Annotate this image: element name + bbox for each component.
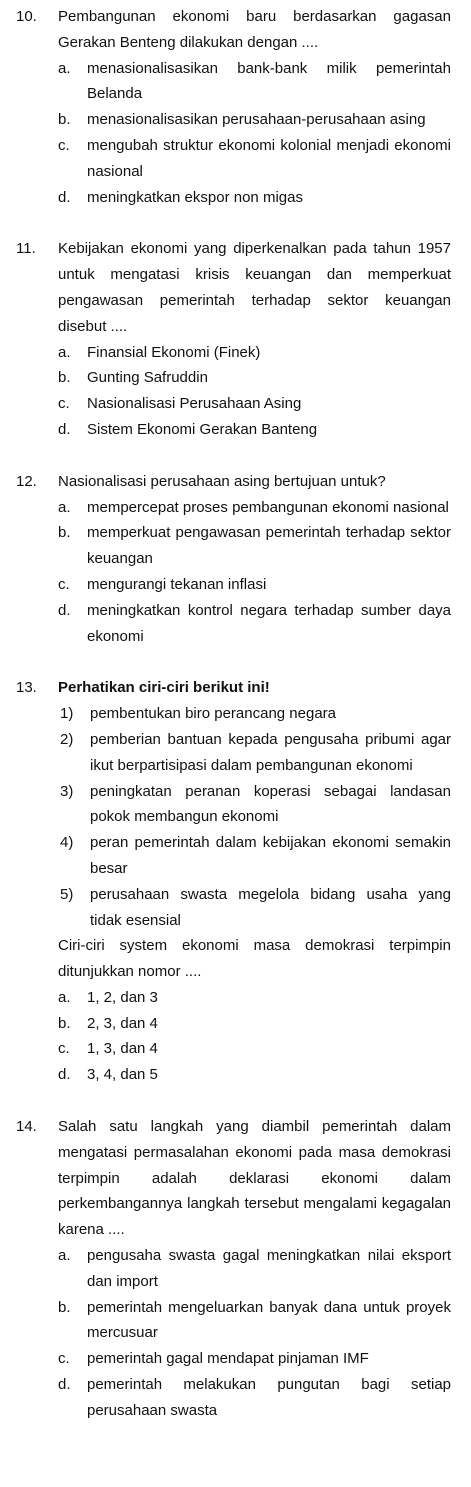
question-text: Perhatikan ciri-ciri berikut ini! <box>58 679 270 697</box>
statement-number: 1) <box>60 705 74 723</box>
answer-options <box>16 495 451 650</box>
option-c[interactable] <box>16 133 451 185</box>
option-b[interactable] <box>16 520 451 572</box>
statement-5 <box>16 882 451 934</box>
option-letter: c. <box>58 1040 70 1058</box>
spacer <box>16 649 451 675</box>
option-letter: a. <box>58 343 71 361</box>
option-c[interactable] <box>16 1036 451 1062</box>
option-text: pemerintah gagal mendapat pinjaman IMF <box>87 1350 369 1368</box>
question-12 <box>16 469 451 650</box>
question-14 <box>16 1114 451 1424</box>
option-b[interactable] <box>16 1011 451 1037</box>
option-text: 1, 3, dan 4 <box>87 1040 158 1058</box>
option-a[interactable] <box>16 495 451 521</box>
option-letter: d. <box>58 1066 71 1084</box>
answer-options <box>16 985 451 1088</box>
option-text: Finansial Ekonomi (Finek) <box>87 343 261 361</box>
statement-text: pemberian bantuan kepada pengusaha pribumi agar ikut berpartisipasi dalam pembangunan ekonomi <box>90 730 451 774</box>
option-b[interactable] <box>16 1295 451 1347</box>
question-stem <box>16 1114 451 1243</box>
option-letter: b. <box>58 111 71 129</box>
option-text: 2, 3, dan 4 <box>87 1014 158 1032</box>
option-letter: a. <box>58 59 71 77</box>
option-text: Sistem Ekonomi Gerakan Banteng <box>87 420 318 438</box>
answer-options <box>16 340 451 443</box>
option-d[interactable] <box>16 1062 451 1088</box>
answer-options <box>16 56 451 211</box>
option-a[interactable] <box>16 985 451 1011</box>
option-a[interactable] <box>16 56 451 108</box>
question-10 <box>16 4 451 210</box>
statement-3 <box>16 779 451 831</box>
question-stem <box>16 675 451 701</box>
spacer <box>16 1088 451 1114</box>
option-text: menasionalisasikan bank-bank milik pemerintah Belanda <box>87 59 451 103</box>
option-text: Nasionalisasi Perusahaan Asing <box>87 395 302 413</box>
question-number: 12. <box>16 472 37 490</box>
question-stem <box>16 469 451 495</box>
option-letter: c. <box>58 136 70 154</box>
option-text: meningkatkan ekspor non migas <box>87 188 303 206</box>
statement-2 <box>16 727 451 779</box>
option-b[interactable] <box>16 365 451 391</box>
question-prompt: Ciri-ciri system ekonomi masa demokrasi terpimpin ditunjukkan nomor .... <box>58 937 451 981</box>
option-c[interactable] <box>16 1346 451 1372</box>
option-text: 1, 2, dan 3 <box>87 988 158 1006</box>
question-11 <box>16 236 451 442</box>
statement-number: 3) <box>60 782 74 800</box>
option-a[interactable] <box>16 340 451 366</box>
question-text: Kebijakan ekonomi yang diperkenalkan pada tahun 1957 untuk mengatasi krisis keuangan dan memperkuat pengawasan pemerintah terhadap sektor keuangan disebut .... <box>58 240 451 335</box>
option-letter: b. <box>58 1014 71 1032</box>
option-letter: a. <box>58 988 71 1006</box>
option-text: 3, 4, dan 5 <box>87 1066 158 1084</box>
option-d[interactable] <box>16 417 451 443</box>
statement-text: peran pemerintah dalam kebijakan ekonomi semakin besar <box>90 834 451 877</box>
statement-4 <box>16 830 451 882</box>
question-number: 14. <box>16 1118 37 1136</box>
option-letter: c. <box>58 395 70 413</box>
option-letter: a. <box>58 498 71 516</box>
option-d[interactable] <box>16 1372 451 1424</box>
option-letter: d. <box>58 188 71 206</box>
option-letter: b. <box>58 369 71 387</box>
question-number: 10. <box>16 8 37 25</box>
statement-1 <box>16 701 451 727</box>
question-stem <box>16 236 451 339</box>
statement-number: 5) <box>60 885 74 903</box>
spacer <box>16 443 451 469</box>
question-number: 11. <box>16 240 36 258</box>
statement-text: peningkatan peranan koperasi sebagai landasan pokok membangun ekonomi <box>90 782 451 826</box>
option-c[interactable] <box>16 391 451 417</box>
question-stem <box>16 4 451 56</box>
option-letter: b. <box>58 1298 71 1316</box>
option-text: mengurangi tekanan inflasi <box>87 575 267 593</box>
statement-number: 2) <box>60 730 74 748</box>
question-text: Nasionalisasi perusahaan asing bertujuan untuk? <box>58 472 386 490</box>
option-letter: c. <box>58 575 70 593</box>
option-letter: d. <box>58 420 71 438</box>
answer-options <box>16 1243 451 1424</box>
option-letter: c. <box>58 1350 70 1368</box>
option-d[interactable] <box>16 598 451 650</box>
option-text: memperkuat pengawasan pemerintah terhadap sektor keuangan <box>87 524 451 568</box>
statement-text: pembentukan biro perancang negara <box>90 705 337 723</box>
option-text: pemerintah mengeluarkan banyak dana untuk proyek mercusuar <box>87 1298 451 1342</box>
question-number: 13. <box>16 679 37 697</box>
option-d[interactable] <box>16 185 451 211</box>
option-letter: b. <box>58 524 71 542</box>
option-text: mengubah struktur ekonomi kolonial menjadi ekonomi nasional <box>87 136 451 180</box>
option-text: pemerintah melakukan pungutan bagi setiap perusahaan swasta <box>87 1376 451 1419</box>
spacer <box>16 210 451 236</box>
option-text: mempercepat proses pembangunan ekonomi nasional <box>87 498 449 516</box>
statement-text: perusahaan swasta megelola bidang usaha yang tidak esensial <box>90 885 451 929</box>
option-text: meningkatkan kontrol negara terhadap sumber daya ekonomi <box>87 601 451 645</box>
option-text: Gunting Safruddin <box>87 369 208 387</box>
option-text: menasionalisasikan perusahaan-perusahaan asing <box>87 111 426 129</box>
option-c[interactable] <box>16 572 451 598</box>
option-letter: a. <box>58 1247 71 1265</box>
question-13 <box>16 675 451 1088</box>
option-a[interactable] <box>16 1243 451 1295</box>
option-letter: d. <box>58 601 71 619</box>
question-text: Salah satu langkah yang diambil pemerintah dalam mengatasi permasalahan ekonomi pada masa demokrasi terpimpin adalah deklarasi ekonomi dalam perkembangannya langkah tersebut mengalami kegagalan karena .... <box>58 1118 451 1239</box>
statement-number: 4) <box>60 834 74 852</box>
question-text: Pembangunan ekonomi baru berdasarkan gagasan Gerakan Benteng dilakukan dengan .... <box>58 8 451 51</box>
option-b[interactable] <box>16 107 451 133</box>
statement-list <box>16 701 451 933</box>
option-text: pengusaha swasta gagal meningkatkan nilai eksport dan import <box>87 1247 451 1290</box>
option-letter: d. <box>58 1376 71 1394</box>
